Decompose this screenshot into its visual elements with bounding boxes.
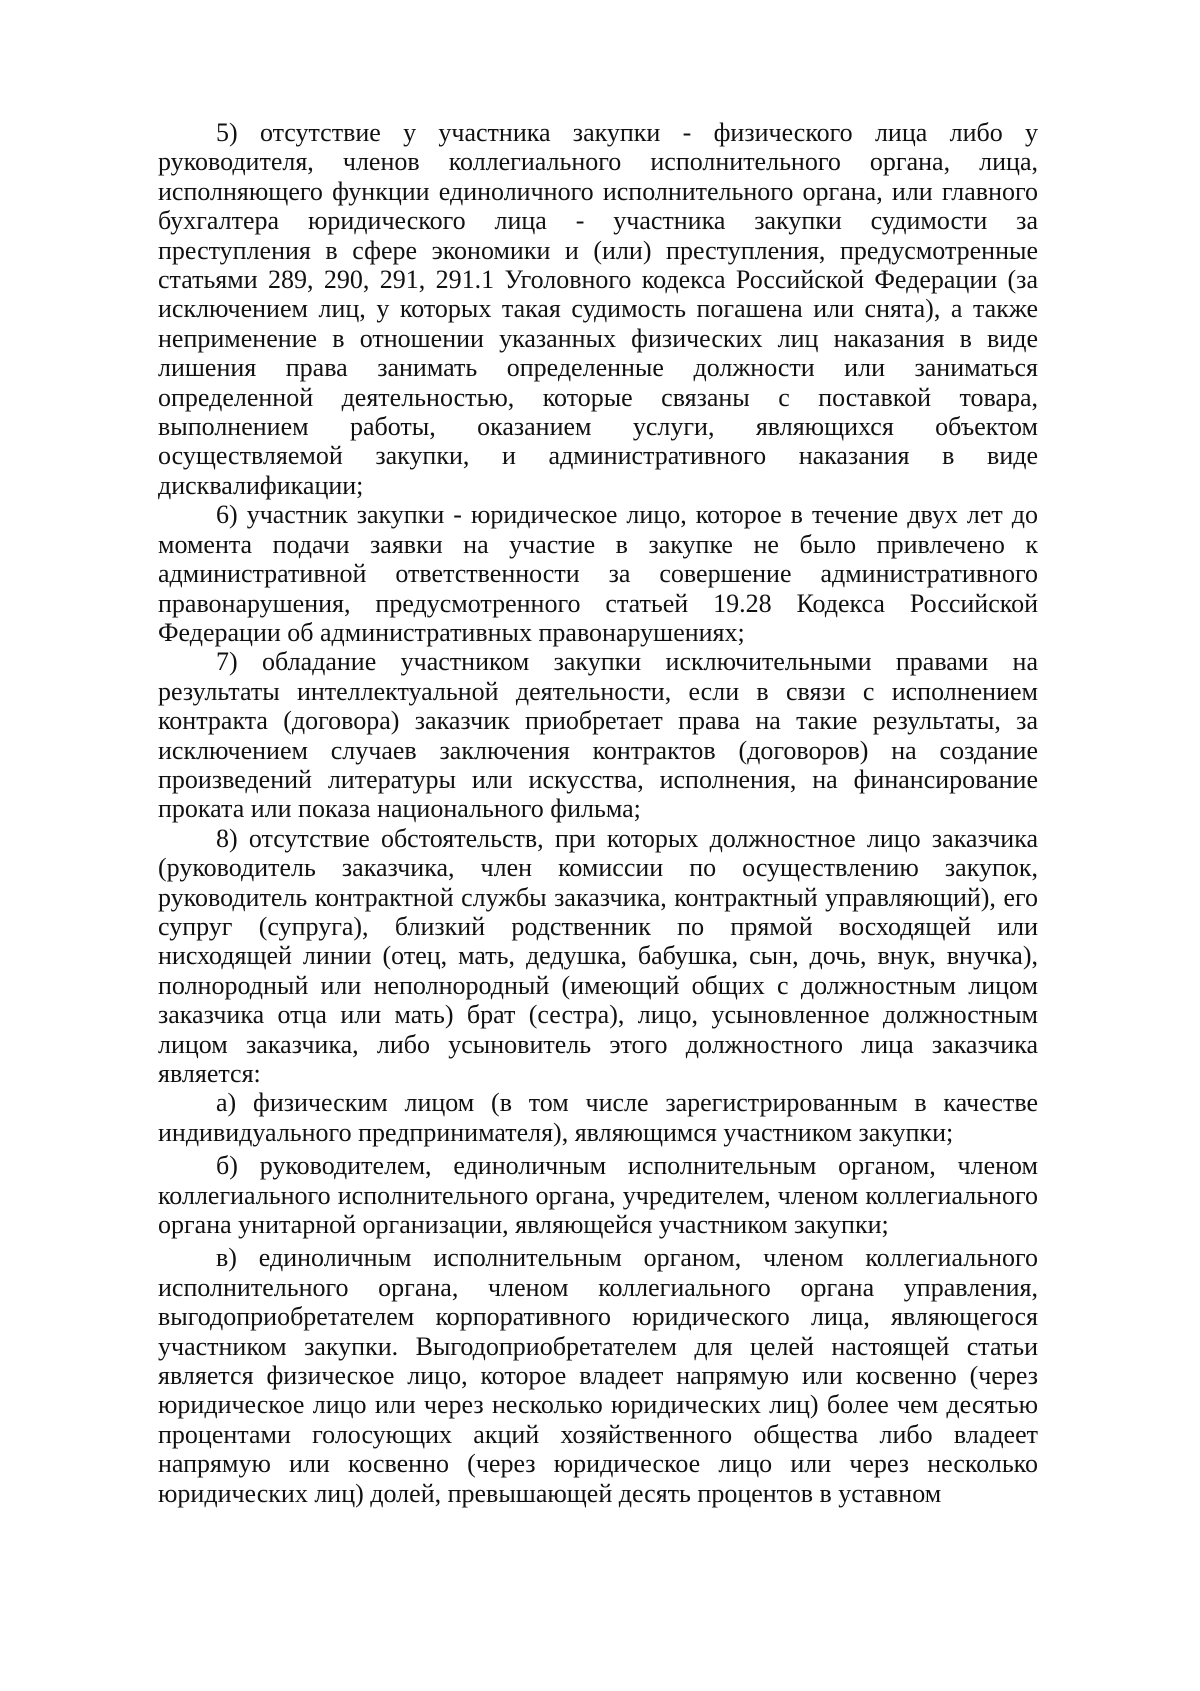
paragraph-subitem-b: б) руководителем, единоличным исполнительным органом, членом коллегиального исполнительного органа, учредителем, членом коллегиального органа унитарной организации, являющейся участником закупки; bbox=[158, 1151, 1038, 1240]
paragraph-item-6: 6) участник закупки - юридическое лицо, которое в течение двух лет до момента подачи заявки на участие в закупке не было привлечено к административной ответственности за совершение административного правонарушения, предусмотренного статьей 19.28 Кодекса Российской Федерации об административных правонарушениях; bbox=[158, 500, 1038, 647]
paragraph-item-7: 7) обладание участником закупки исключительными правами на результаты интеллектуальной деятельности, если в связи с исполнением контракта (договора) заказчик приобретает права на такие результаты, за исключением случаев заключения контрактов (договоров) на создание произведений литературы или искусства, исполнения, на финансирование проката или показа национального фильма; bbox=[158, 647, 1038, 824]
document-page bbox=[158, 118, 1038, 1508]
paragraph-item-8: 8) отсутствие обстоятельств, при которых должностное лицо заказчика (руководитель заказчика, член комиссии по осуществлению закупок, руководитель контрактной службы заказчика, контрактный управляющий), его супруг (супруга), близкий родственник по прямой восходящей или нисходящей линии (отец, мать, дедушка, бабушка, сын, дочь, внук, внучка), полнородный или неполнородный (имеющий общих с должностным лицом заказчика отца или мать) брат (сестра), лицо, усыновленное должностным лицом заказчика, либо усыновитель этого должностного лица заказчика является: bbox=[158, 823, 1038, 1088]
paragraph-item-5: 5) отсутствие у участника закупки - физического лица либо у руководителя, членов коллегиального исполнительного органа, лица, исполняющего функции единоличного исполнительного органа, или главного бухгалтера юридического лица - участника закупки судимости за преступления в сфере экономики и (или) преступления, предусмотренные статьями 289, 290, 291, 291.1 Уголовного кодекса Российской Федерации (за исключением лиц, у которых такая судимость погашена или снята), а также неприменение в отношении указанных физических лиц наказания в виде лишения права занимать определенные должности или заниматься определенной деятельностью, которые связаны с поставкой товара, выполнением работы, оказанием услуги, являющихся объектом осуществляемой закупки, и административного наказания в виде дисквалификации; bbox=[158, 118, 1038, 500]
paragraph-subitem-v: в) единоличным исполнительным органом, членом коллегиального исполнительного органа, членом коллегиального органа управления, выгодоприобретателем корпоративного юридического лица, являющегося участником закупки. Выгодоприобретателем для целей настоящей статьи является физическое лицо, которое владеет напрямую или косвенно (через юридическое лицо или через несколько юридических лиц) более чем десятью процентами голосующих акций хозяйственного общества либо владеет напрямую или косвенно (через юридическое лицо или через несколько юридических лиц) долей, превышающей десять процентов в уставном bbox=[158, 1243, 1038, 1508]
paragraph-subitem-a: а) физическим лицом (в том числе зарегистрированным в качестве индивидуального предпринимателя), являющимся участником закупки; bbox=[158, 1088, 1038, 1147]
